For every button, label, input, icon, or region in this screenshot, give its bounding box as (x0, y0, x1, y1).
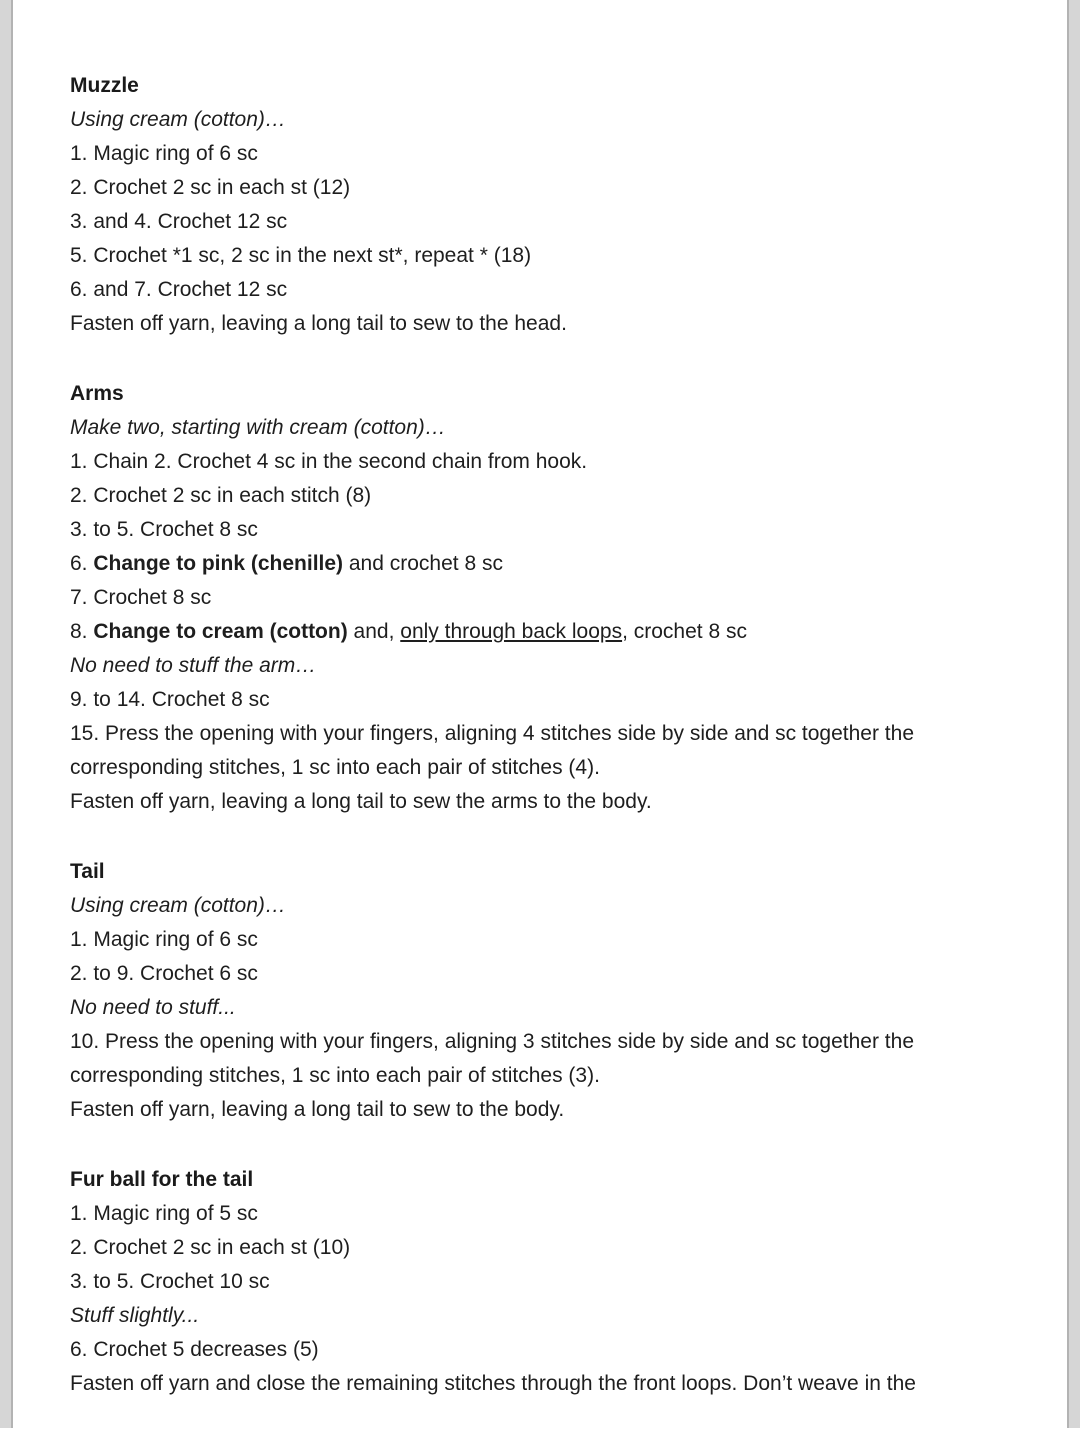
pattern-line (70, 1025, 992, 1093)
pattern-line (70, 615, 992, 649)
pattern-text-italic: Make two, starting with cream (cotton)… (70, 416, 446, 439)
section-muzzle (70, 69, 992, 341)
pattern-line (70, 1333, 992, 1367)
pattern-line (70, 547, 992, 581)
page-edge-left (0, 0, 13, 1428)
pattern-text-normal: 3. to 5. Crochet 8 sc (70, 518, 258, 541)
pattern-text-normal: 3. and 4. Crochet 12 sc (70, 210, 288, 233)
pattern-text-normal: 1. Magic ring of 5 sc (70, 1202, 258, 1225)
section-heading: Muzzle (70, 74, 139, 97)
pattern-text-normal: Fasten off yarn, leaving a long tail to sew to the body. (70, 1098, 565, 1121)
pattern-text-italic: No need to stuff... (70, 996, 236, 1019)
pattern-text-normal: 15. Press the opening with your fingers, aligning 4 stitches side by side and sc together the corresponding stitches, 1 sc into each pair of stitches (4). (70, 722, 914, 779)
pattern-line (70, 137, 992, 171)
section-tail (70, 855, 992, 1127)
pattern-text-normal: and crochet 8 sc (343, 552, 503, 575)
pattern-text-normal: 10. Press the opening with your fingers, aligning 3 stitches side by side and sc together the corresponding stitches, 1 sc into each pair of stitches (3). (70, 1030, 914, 1087)
pattern-text-italic: Using cream (cotton)… (70, 894, 286, 917)
pattern-line (70, 479, 992, 513)
pattern-line (70, 889, 992, 923)
pattern-line (70, 785, 992, 819)
section-heading: Fur ball for the tail (70, 1168, 254, 1191)
pattern-line (70, 513, 992, 547)
pattern-line (70, 1231, 992, 1265)
pattern-line (70, 957, 992, 991)
pattern-line (70, 1367, 992, 1401)
pattern-line (70, 171, 992, 205)
pattern-line (70, 581, 992, 615)
document-page (70, 69, 992, 1401)
pattern-line (70, 649, 992, 683)
pattern-text-normal: 6. (70, 552, 94, 575)
pattern-text-bold: Change to pink (chenille) (93, 552, 344, 575)
pattern-text-normal: 1. Magic ring of 6 sc (70, 142, 258, 165)
pattern-text-italic: Using cream (cotton)… (70, 108, 286, 131)
pattern-line (70, 273, 992, 307)
pattern-text-underline: only through back loops (400, 620, 623, 643)
pattern-text-normal: Fasten off yarn, leaving a long tail to sew the arms to the body. (70, 790, 652, 813)
section-heading: Tail (70, 860, 105, 883)
pattern-text-bold: Change to cream (cotton) (93, 620, 348, 643)
pattern-line (70, 239, 992, 273)
pattern-text-normal: 3. to 5. Crochet 10 sc (70, 1270, 270, 1293)
pattern-line (70, 1093, 992, 1127)
pattern-text-italic: Stuff slightly... (70, 1304, 200, 1327)
pattern-line (70, 411, 992, 445)
pattern-text-normal: 2. to 9. Crochet 6 sc (70, 962, 258, 985)
pattern-text-normal: 7. Crochet 8 sc (70, 586, 212, 609)
page-edge-right (1067, 0, 1080, 1428)
pattern-text-normal: 6. and 7. Crochet 12 sc (70, 278, 288, 301)
pattern-text-normal: 2. Crochet 2 sc in each st (10) (70, 1236, 351, 1259)
pattern-line (70, 1299, 992, 1333)
pattern-text-normal: 6. Crochet 5 decreases (5) (70, 1338, 319, 1361)
pattern-line (70, 205, 992, 239)
pattern-text-normal: 1. Magic ring of 6 sc (70, 928, 258, 951)
section-heading: Arms (70, 382, 124, 405)
pattern-text-normal: 9. to 14. Crochet 8 sc (70, 688, 270, 711)
pattern-text-normal: Fasten off yarn and close the remaining stitches through the front loops. Don’t weave in the (70, 1372, 916, 1395)
pattern-text-normal: , crochet 8 sc (622, 620, 747, 643)
pattern-line (70, 1265, 992, 1299)
pattern-text-normal: 8. (70, 620, 94, 643)
pattern-line (70, 923, 992, 957)
pattern-line (70, 307, 992, 341)
pattern-text-normal: Fasten off yarn, leaving a long tail to sew to the head. (70, 312, 567, 335)
pattern-line (70, 991, 992, 1025)
pattern-text-normal: 5. Crochet *1 sc, 2 sc in the next st*, repeat * (18) (70, 244, 532, 267)
pattern-line (70, 683, 992, 717)
pattern-line (70, 1197, 992, 1231)
pattern-text-italic: No need to stuff the arm… (70, 654, 317, 677)
pattern-line (70, 103, 992, 137)
pattern-text-normal: 1. Chain 2. Crochet 4 sc in the second chain from hook. (70, 450, 588, 473)
pattern-text-normal: 2. Crochet 2 sc in each st (12) (70, 176, 351, 199)
pattern-line (70, 445, 992, 479)
section-arms (70, 377, 992, 819)
pattern-text-normal: and, (347, 620, 401, 643)
pattern-line (70, 717, 992, 785)
section-fur-ball-for-the-tail (70, 1163, 992, 1401)
pattern-text-normal: 2. Crochet 2 sc in each stitch (8) (70, 484, 372, 507)
